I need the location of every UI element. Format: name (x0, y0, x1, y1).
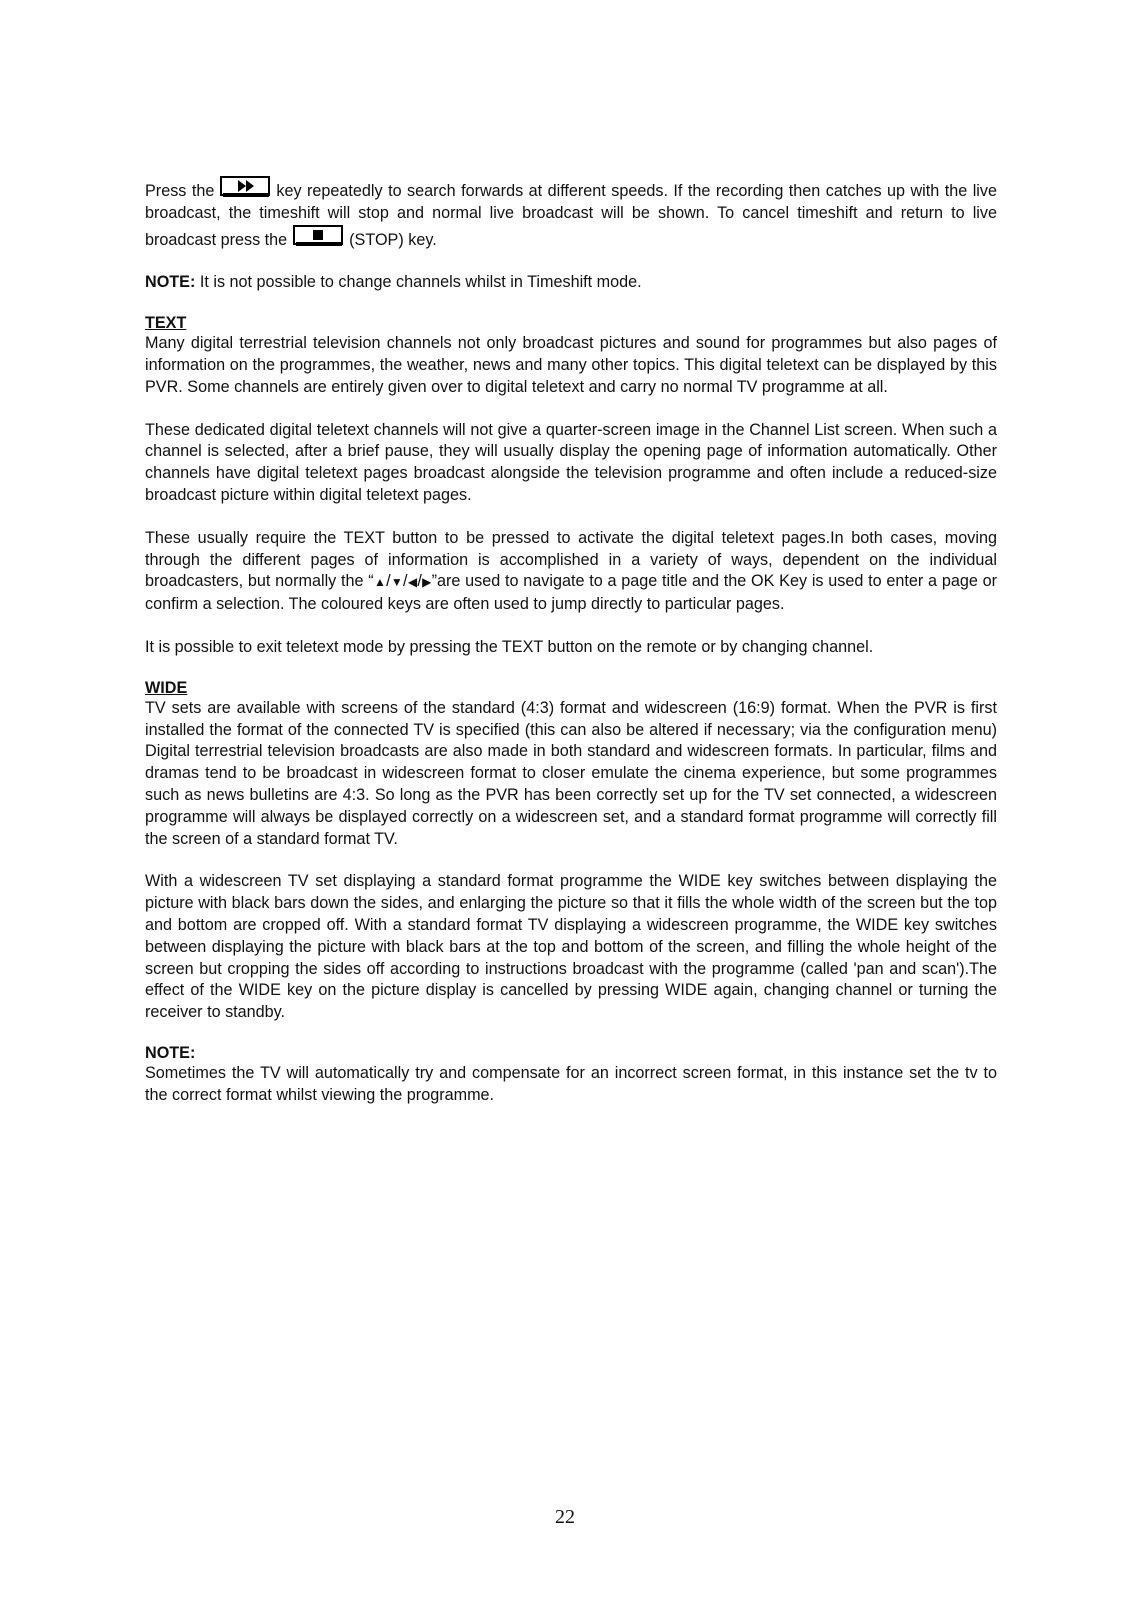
text-paragraph-2: These dedicated digital teletext channels will not give a quarter-screen image in the Channel List screen. When such a channel is selected, after a brief pause, they will usually display the opening page of information automatically. Other channels have digital teletext pages broadcast alongside the television programme and often include a reduced-size broadcast picture within digital teletext pages. (145, 420, 997, 504)
arrow-down-icon: ▼ (390, 575, 404, 590)
fast-forward-key-icon (220, 176, 270, 198)
arrow-right-icon: ▶ (421, 575, 432, 590)
text-paragraph-3 (145, 528, 997, 616)
stop-key-text: (STOP) key. (349, 230, 437, 249)
page-number: 22 (555, 1506, 575, 1528)
manual-page-body (145, 176, 997, 1107)
text-paragraph-3-start: These usually require the TEXT button to be pressed to activate the digital teletext pages.In both cases, moving through the different pages of information is accomplished in a variety of ways, dependent on the individual broadcasters, but normally the “ (145, 528, 997, 591)
wide-paragraph-2: With a widescreen TV set displaying a standard format programme the WIDE key switches between displaying the picture with black bars down the sides, and enlarging the picture so that it fills the whole width of the screen but the top and bottom are cropped off. With a standard format TV displaying a widescreen programme, the WIDE key switches between displaying the picture with black bars at the top and bottom of the screen, and filling the whole height of the screen but cropping the sides off according to instructions broadcast with the programme (called 'pan and scan').The effect of the WIDE key on the picture display is cancelled by pressing WIDE again, changing channel or turning the receiver to standby. (145, 872, 997, 1022)
text-paragraph-1: Many digital terrestrial television channels not only broadcast pictures and sound for programmes but also pages of information on the programmes, the weather, news and many other topics. This digital teletext can be displayed by this PVR. Some channels are entirely given over to digital teletext and carry no normal TV programme at all. (145, 334, 997, 396)
timeshift-paragraph (145, 176, 997, 251)
timeshift-note (145, 272, 997, 294)
arrow-up-icon: ▲ (373, 575, 387, 590)
arrow-left-icon: ◀ (407, 575, 418, 590)
arrow-separator: / (386, 572, 391, 591)
wide-section-heading: WIDE (145, 678, 188, 697)
note-paragraph: Sometimes the TV will automatically try and compensate for an incorrect screen format, in this instance set the tv to the correct format whilst viewing the programme. (145, 1063, 997, 1104)
press-the-text: Press the (145, 182, 215, 200)
text-paragraph-3-end: ”are used to navigate to a page title and the OK Key is used to enter a page or confirm a selection. The coloured keys are often used to jump directly to particular pages. (145, 572, 997, 614)
note-text: It is not possible to change channels whilst in Timeshift mode. (199, 273, 642, 292)
arrow-separator: / (403, 572, 408, 591)
stop-key-icon (293, 225, 343, 247)
arrow-separator: / (417, 572, 422, 591)
wide-paragraph-1: TV sets are available with screens of the standard (4:3) format and widescreen (16:9) format. When the PVR is first installed the format of the connected TV is specified (this can also be altered if necessary; via the configuration menu) Digital terrestrial television broadcasts are also made in both standard and widescreen formats. In particular, films and dramas tend to be broadcast in widescreen format to closer emulate the cinema experience, but some programmes such as news bulletins are 4:3. So long as the PVR has been correctly set up for the TV set connected, a widescreen programme will always be displayed correctly on a widescreen set, and a standard format programme will correctly fill the screen of a standard format TV. (145, 698, 997, 848)
note-label: NOTE: (145, 273, 196, 292)
note-section-heading: NOTE: (145, 1043, 196, 1062)
text-section-heading: TEXT (145, 314, 187, 333)
text-paragraph-4: It is possible to exit teletext mode by pressing the TEXT button on the remote or by changing channel. (145, 637, 874, 656)
timeshift-search-text: key repeatedly to search forwards at different speeds. If the recording then catches up with the live broadcast, the timeshift will stop and normal live broadcast will be shown. To cancel timeshift and return to live broadcast press the (145, 182, 997, 249)
